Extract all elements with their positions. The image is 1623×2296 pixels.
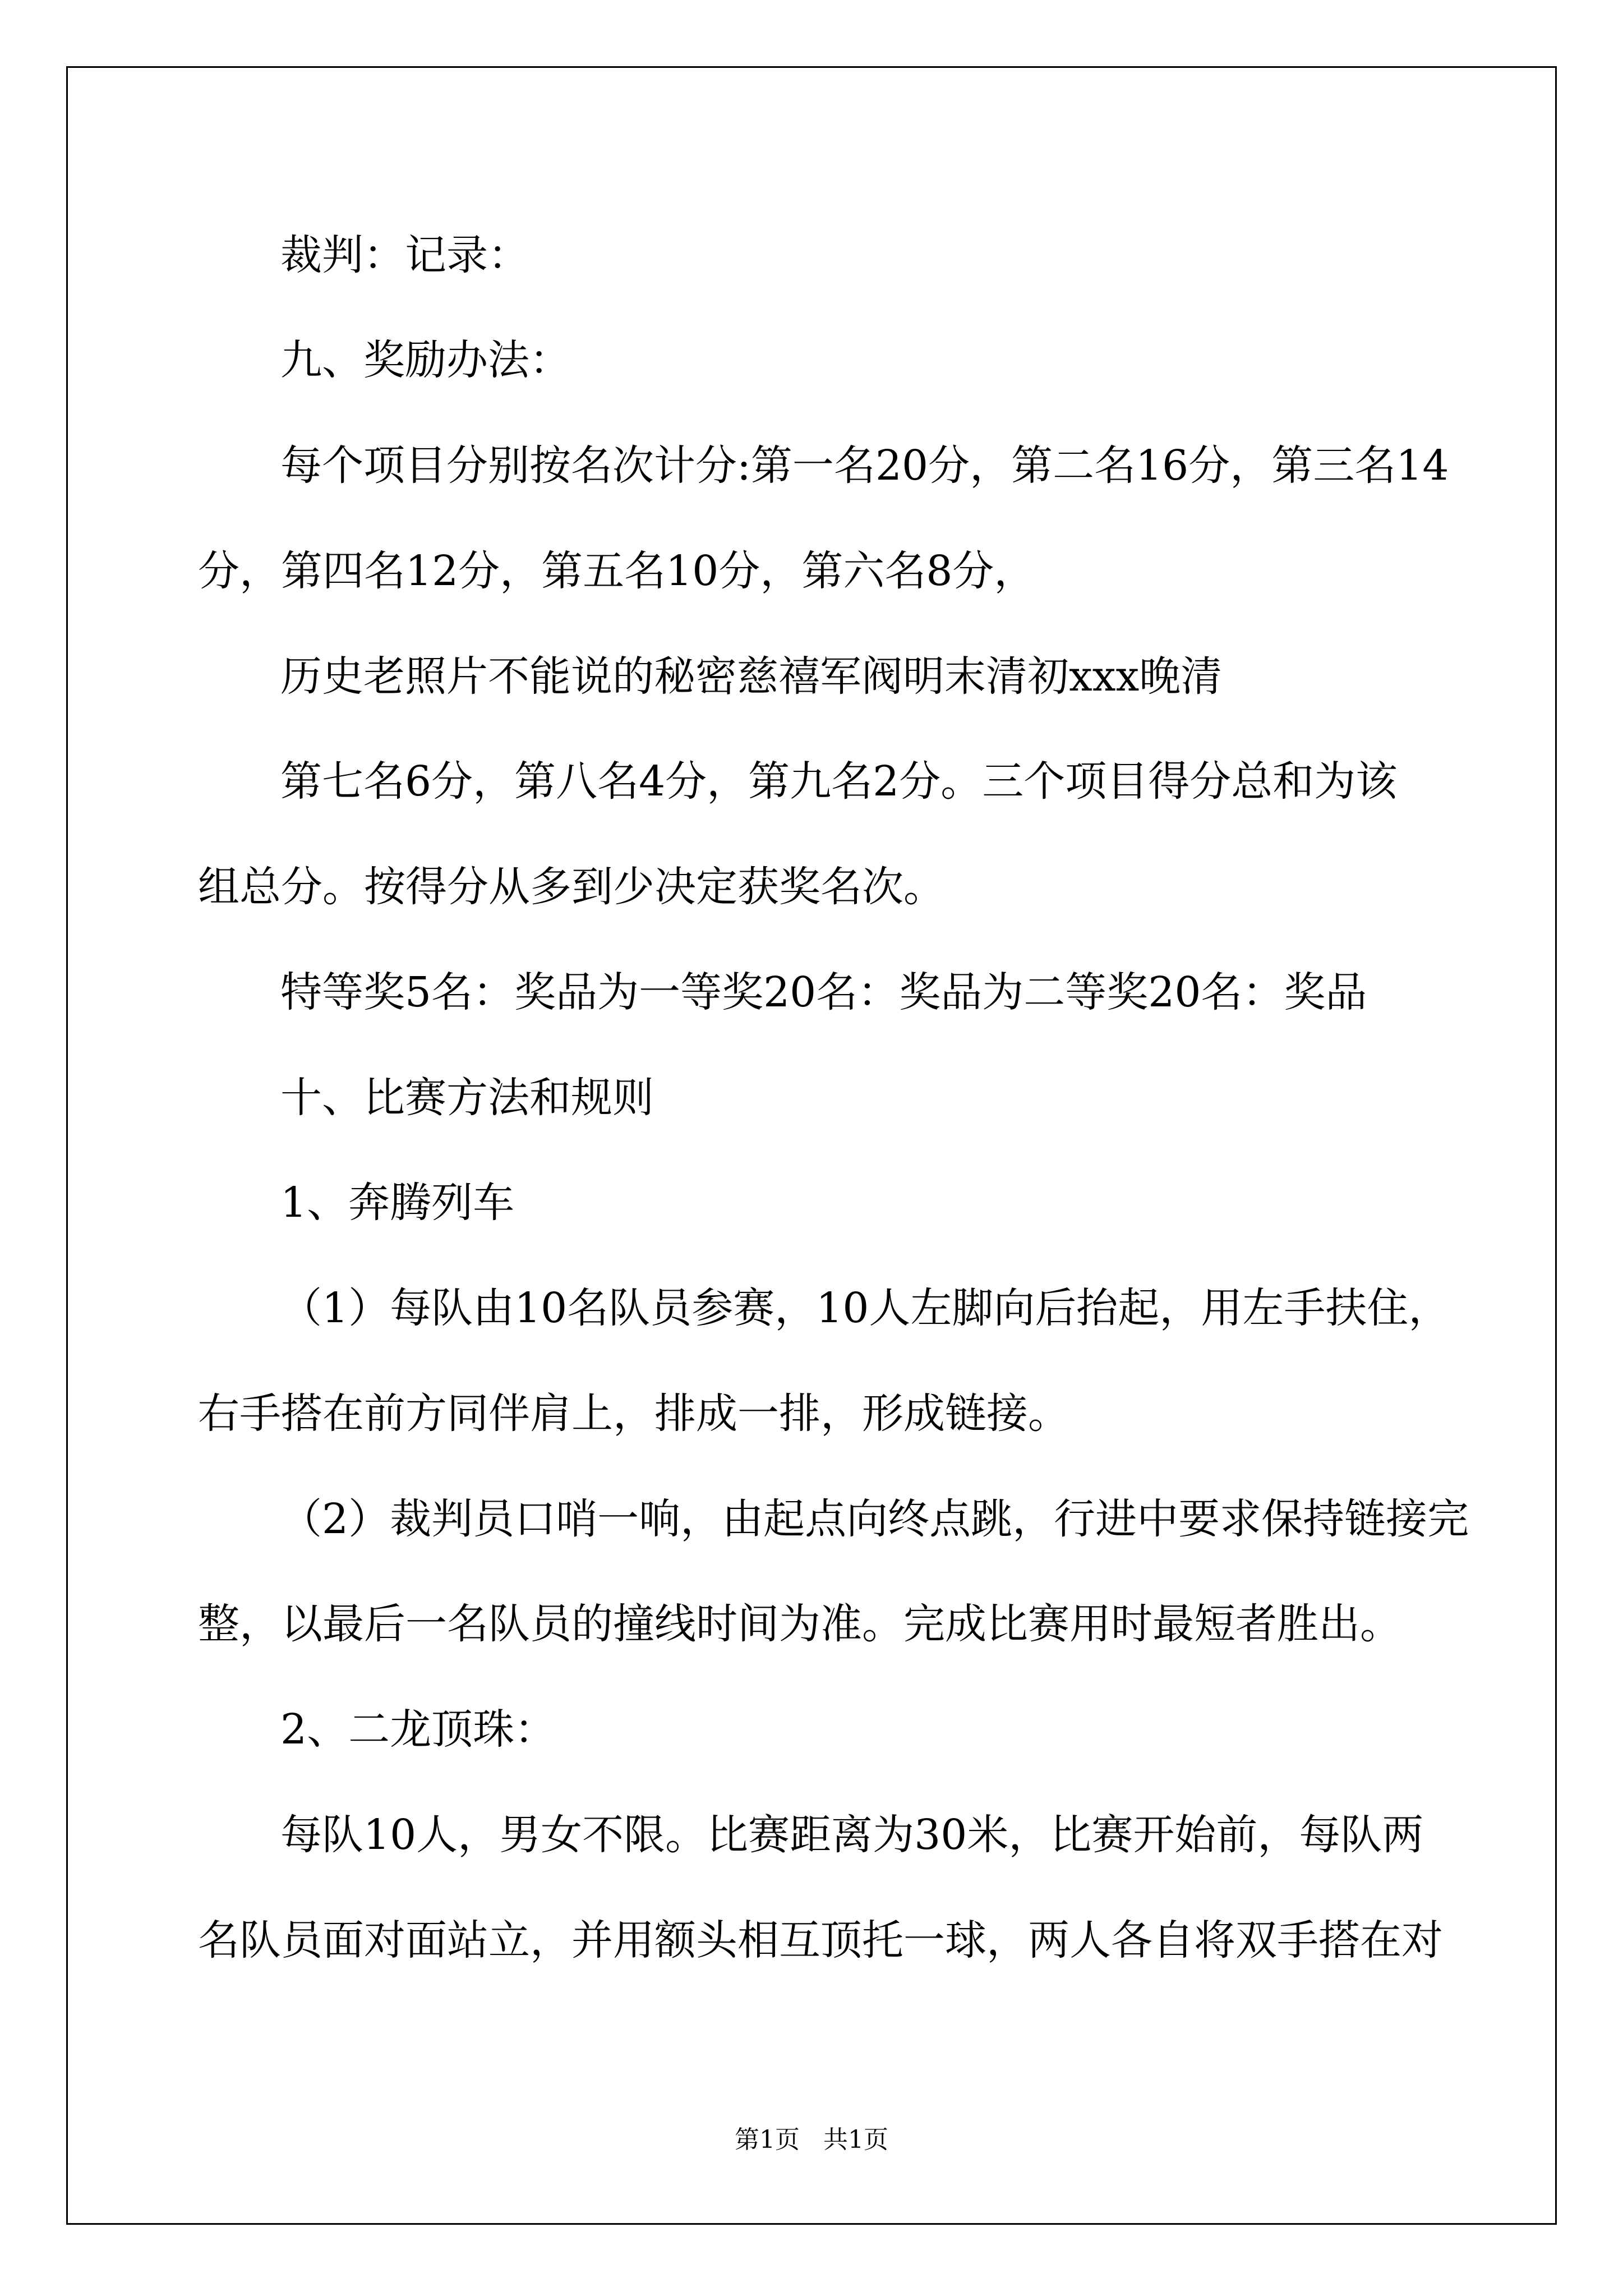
text-line: 历史老照片不能说的秘密慈禧军阀明末清初xxx晚清 xyxy=(280,652,1223,701)
text-line: 第七名6分，第八名4分，第九名2分。三个项目得分总和为该 xyxy=(280,757,1398,806)
text-line: 特等奖5名：奖品为一等奖20名：奖品为二等奖20名：奖品 xyxy=(280,968,1367,1016)
text-line: 右手搭在前方同伴肩上，排成一排，形成链接。 xyxy=(198,1389,1069,1438)
page-border xyxy=(66,66,1557,2225)
text-line: （1）每队由10名队员参赛，10人左脚向后抬起，用左手扶住， xyxy=(280,1284,1450,1332)
subsection-heading: 2、二龙顶珠： xyxy=(280,1705,556,1754)
text-line: 分，第四名12分，第五名10分，第六名8分， xyxy=(198,547,1036,595)
text-line: 裁判：记录： xyxy=(280,231,529,279)
text-line: 组总分。按得分从多到少决定获奖名次。 xyxy=(198,863,945,911)
text-line: （2）裁判员口哨一响，由起点向终点跳，行进中要求保持链接完 xyxy=(280,1495,1469,1543)
text-line: 每队10人，男女不限。比赛距离为30米，比赛开始前，每队两 xyxy=(280,1811,1424,1859)
subsection-heading: 1、奔腾列车 xyxy=(280,1179,515,1227)
text-line: 名队员面对面站立，并用额头相互顶托一球，两人各自将双手搭在对 xyxy=(198,1916,1443,1964)
page-number: 第1页 共1页 xyxy=(735,2125,888,2154)
text-line: 每个项目分别按名次计分:第一名20分，第二名16分，第三名14 xyxy=(280,441,1449,490)
section-heading: 九、奖励办法： xyxy=(280,336,571,384)
section-heading: 十、比赛方法和规则 xyxy=(280,1074,654,1122)
text-line: 整，以最后一名队员的撞线时间为准。完成比赛用时最短者胜出。 xyxy=(198,1600,1401,1648)
